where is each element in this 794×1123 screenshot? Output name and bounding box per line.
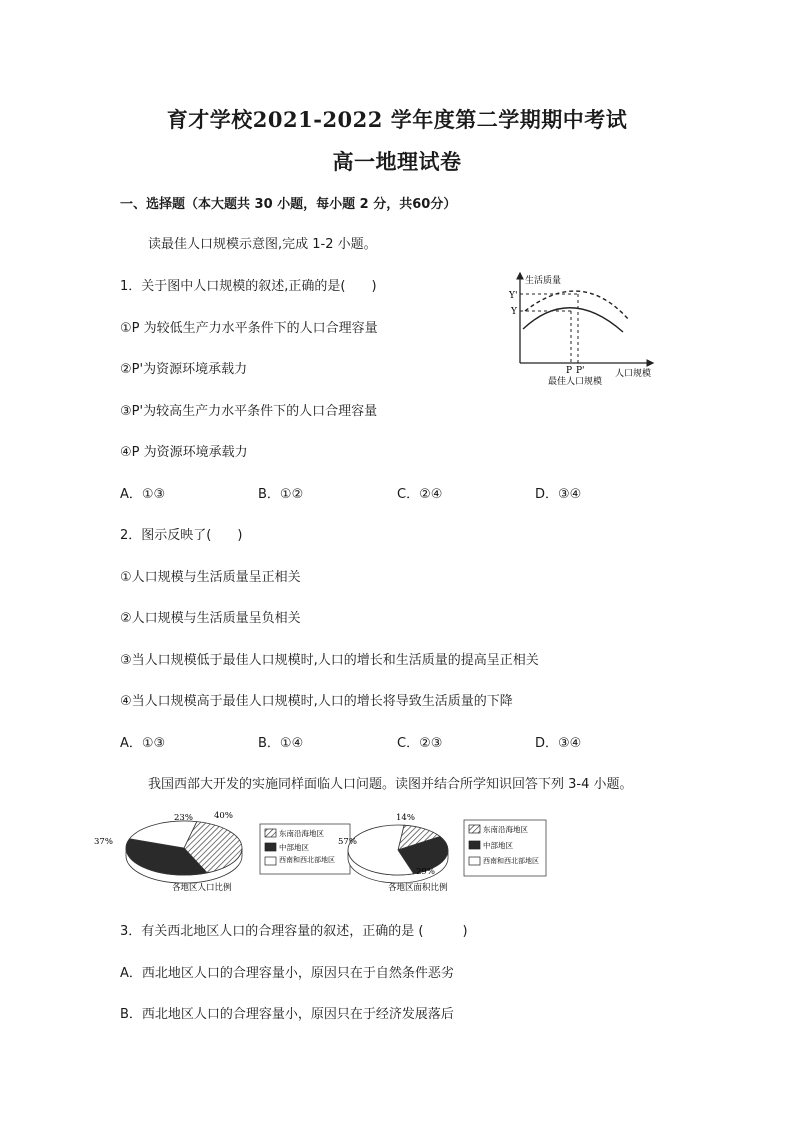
y-axis-label: 生活质量 <box>525 276 562 286</box>
x-axis-label: 人口规模 <box>615 369 652 379</box>
chart-title: 各地区人口比例 <box>172 883 232 893</box>
legend-entry: 中部地区 <box>279 843 309 852</box>
question-1-item: ③P'为较高生产力水平条件下的人口合理容量 <box>120 404 378 419</box>
question-2-item: ③当人口规模低于最佳人口规模时,人口的增长和生活质量的提高呈正相关 <box>120 653 539 668</box>
legend-entry: 东南沿海地区 <box>483 825 528 834</box>
question-2-option-a: A．①③ <box>120 736 166 751</box>
y-tick-lower: Y <box>511 307 517 317</box>
optimal-population-figure <box>505 265 665 390</box>
question-1-option-b: B．①② <box>258 487 304 502</box>
question-2-item: ④当人口规模高于最佳人口规模时,人口的增长将导致生活质量的下降 <box>120 694 513 709</box>
question-3-stem: 3．有关西北地区人口的合理容量的叙述，正确的是 ( ) <box>120 924 468 939</box>
legend-swatch <box>265 843 276 851</box>
exam-subtitle: 高一地理试卷 <box>332 149 462 174</box>
legend-swatch <box>469 825 480 833</box>
question-2-option-b: B．①④ <box>258 736 304 751</box>
y-tick-upper: Y' <box>509 291 518 301</box>
question-2-option-d: D．③④ <box>535 736 582 751</box>
question-2-item: ②人口规模与生活质量呈负相关 <box>120 611 301 626</box>
question-2-item: ①人口规模与生活质量呈正相关 <box>120 570 301 585</box>
pie-chart-population <box>94 811 360 896</box>
legend-entry: 西南和西北部地区 <box>279 856 335 864</box>
x-tick-p-prime: P' <box>576 366 585 376</box>
question-1-item: ②P'为资源环境承载力 <box>120 362 248 377</box>
legend-entry: 西南和西北部地区 <box>483 857 539 865</box>
group-intro-1: 读最佳人口规模示意图,完成 1-2 小题。 <box>148 237 377 252</box>
exam-title: 育才学校2021-2022 学年度第二学期期中考试 <box>166 107 628 132</box>
pie-chart-area <box>340 812 570 896</box>
data-label: 57% <box>338 837 357 847</box>
data-label: 14% <box>396 813 415 823</box>
question-1-option-d: D．③④ <box>535 487 582 502</box>
legend-swatch <box>469 857 480 865</box>
question-1-option-a: A．①③ <box>120 487 166 502</box>
legend-swatch <box>265 829 276 837</box>
data-label: 37% <box>94 837 113 847</box>
legend-swatch <box>265 857 276 865</box>
question-1-item: ④P 为资源环境承载力 <box>120 445 248 460</box>
question-1-stem: 1．关于图中人口规模的叙述,正确的是( ) <box>120 279 377 294</box>
data-label: 29% <box>416 867 435 877</box>
data-label: 23% <box>174 813 193 823</box>
question-1-item: ①P 为较低生产力水平条件下的人口合理容量 <box>120 321 378 336</box>
legend-swatch <box>469 841 480 849</box>
figure-caption: 最佳人口规模 <box>548 377 603 387</box>
question-1-option-c: C．②④ <box>397 487 443 502</box>
question-3-option-b: B．西北地区人口的合理容量小，原因只在于经济发展落后 <box>120 1007 454 1022</box>
question-3-option-a: A．西北地区人口的合理容量小，原因只在于自然条件恶劣 <box>120 966 454 981</box>
chart-title: 各地区面积比例 <box>388 883 448 893</box>
data-label: 40% <box>214 811 233 821</box>
question-2-option-c: C．②③ <box>397 736 443 751</box>
section-heading: 一、选择题（本大题共 30 小题，每小题 2 分，共60分） <box>120 197 457 212</box>
legend-entry: 中部地区 <box>483 841 513 850</box>
x-tick-p: P <box>566 366 573 376</box>
question-2-stem: 2．图示反映了( ) <box>120 528 243 543</box>
group-intro-2: 我国西部大开发的实施同样面临人口问题。读图并结合所学知识回答下列 3-4 小题。 <box>148 777 633 792</box>
legend-entry: 东南沿海地区 <box>279 829 324 838</box>
